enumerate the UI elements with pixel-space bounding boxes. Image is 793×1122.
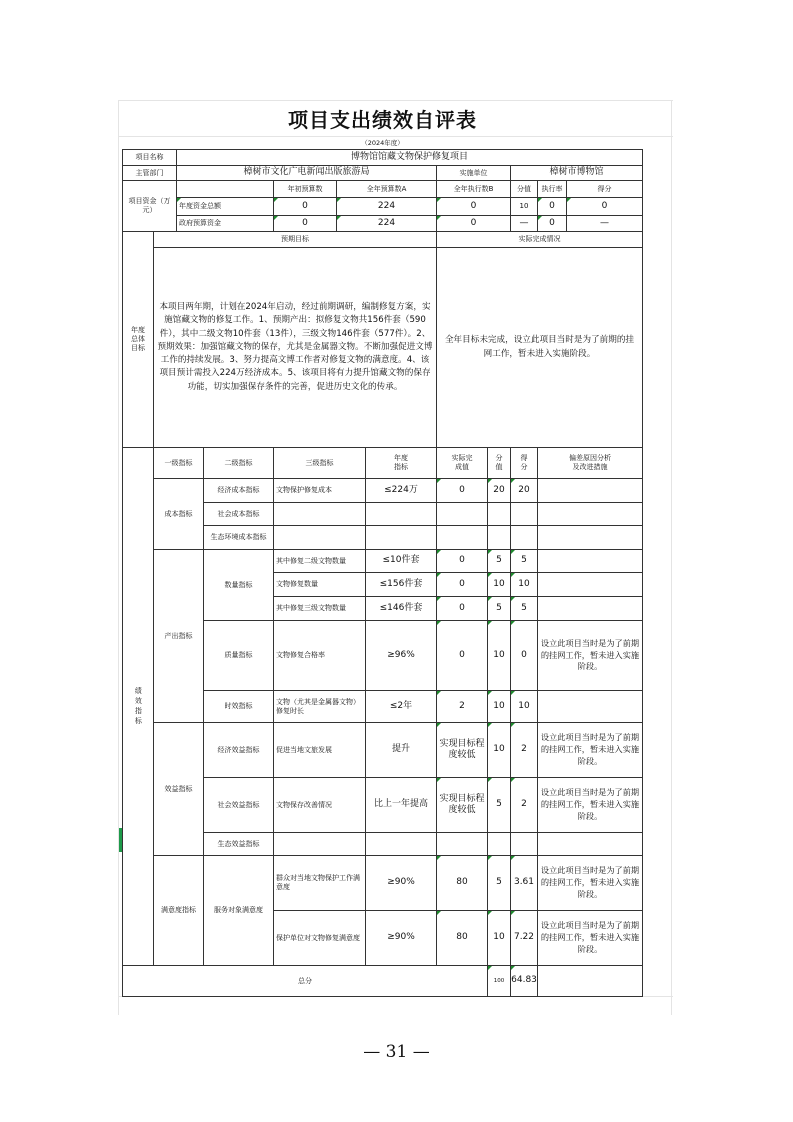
empty-cell [365, 525, 437, 550]
indicator-score: 2 [510, 722, 538, 778]
selection-marker [119, 828, 122, 852]
level2-timeliness: 时效指标 [203, 690, 274, 723]
funds-row-rate: 0 [537, 215, 567, 232]
indicator-actual: 80 [436, 910, 488, 966]
funds-row-initial: 0 [273, 215, 337, 232]
header-level3: 三级指标 [273, 447, 366, 479]
indicator-actual: 0 [436, 620, 488, 691]
indicator-weight: 5 [487, 596, 511, 621]
total-score: 64.83 [510, 965, 538, 997]
empty-cell [510, 502, 538, 526]
total-label: 总分 [122, 965, 488, 997]
indicator-target: ≥90% [365, 910, 437, 966]
level2-service-satisfaction: 服务对象满意度 [203, 855, 274, 966]
level2-eco-benefit: 生态效益指标 [203, 832, 274, 856]
gridline [118, 100, 119, 1015]
indicator-actual: 实现目标程度较低 [436, 777, 488, 833]
level2-econ-benefit: 经济效益指标 [203, 722, 274, 778]
project-name-label: 项目名称 [122, 149, 177, 166]
indicator-target: 提升 [365, 722, 437, 778]
impl-unit-value: 樟树市博物馆 [510, 165, 643, 181]
indicator-score: 10 [510, 572, 538, 597]
indicator-name: 其中修复二级文物数量 [273, 549, 366, 573]
empty-cell [365, 832, 437, 856]
level1-satisfaction: 满意度指标 [153, 855, 204, 966]
header-target: 年度指标 [365, 447, 437, 479]
header-weight: 分值 [487, 447, 511, 479]
indicator-target: ≥90% [365, 855, 437, 911]
indicator-score: 2 [510, 777, 538, 833]
funds-row-rate: 0 [537, 197, 567, 216]
indicator-actual: 0 [436, 596, 488, 621]
funds-header-blank [176, 180, 274, 198]
level2-eco-cost: 生态环境成本指标 [203, 525, 274, 550]
fiscal-year-subtitle: （2024年度） [361, 139, 404, 147]
empty-cell [537, 832, 643, 856]
indicator-weight: 10 [487, 620, 511, 691]
page-number: — 31 — [363, 1042, 430, 1062]
project-name-value: 博物馆馆藏文物保护修复项目 [176, 149, 643, 166]
dept-label: 主管部门 [122, 165, 177, 181]
indicator-actual: 0 [436, 549, 488, 573]
indicator-actual: 0 [436, 478, 488, 503]
empty-cell [537, 502, 643, 526]
empty-cell [273, 832, 366, 856]
impl-unit-label: 实施单位 [436, 165, 511, 181]
indicator-name: 其中修复三级文物数量 [273, 596, 366, 621]
funds-row-executed: 0 [436, 215, 511, 232]
indicator-note [537, 549, 643, 573]
indicator-score: 7.22 [510, 910, 538, 966]
empty-cell [436, 832, 488, 856]
page-title: 项目支出绩效自评表 [288, 107, 477, 132]
funds-row-annual: 224 [336, 215, 437, 232]
indicator-note [537, 690, 643, 723]
funds-header-score-value: 分值 [510, 180, 538, 198]
indicator-weight: 10 [487, 572, 511, 597]
funds-header-initial: 年初预算数 [273, 180, 337, 198]
indicator-target: ≤224万 [365, 478, 437, 503]
funds-header-executed: 全年执行数B [436, 180, 511, 198]
header-actual: 实际完成值 [436, 447, 488, 479]
indicator-score: 10 [510, 690, 538, 723]
indicator-weight: 5 [487, 777, 511, 833]
empty-cell [487, 832, 511, 856]
header-note: 偏差原因分析及改进措施 [537, 447, 643, 479]
empty-cell [537, 525, 643, 550]
header-score: 得分 [510, 447, 538, 479]
header-level2: 二级指标 [203, 447, 274, 479]
indicator-name: 文物保存改善情况 [273, 777, 366, 833]
empty-cell [510, 832, 538, 856]
indicator-weight: 20 [487, 478, 511, 503]
indicator-note [537, 596, 643, 621]
indicator-note: 设立此项目当时是为了前期的挂网工作，暂未进入实施阶段。 [537, 722, 643, 778]
indicator-actual: 0 [436, 572, 488, 597]
indicator-target: ≥96% [365, 620, 437, 691]
level2-econ-cost: 经济成本指标 [203, 478, 274, 503]
indicator-name: 保护单位对文物修复满意度 [273, 910, 366, 966]
indicator-weight: 5 [487, 855, 511, 911]
funds-label: 项目资金（万元） [122, 180, 177, 232]
empty-cell [436, 502, 488, 526]
level1-cost: 成本指标 [153, 478, 204, 550]
indicator-actual: 实现目标程度较低 [436, 722, 488, 778]
indicator-score: 3.61 [510, 855, 538, 911]
funds-row-name: 年度资金总额 [176, 197, 274, 216]
header-level1: 一级指标 [153, 447, 204, 479]
indicator-actual: 2 [436, 690, 488, 723]
funds-row-annual: 224 [336, 197, 437, 216]
funds-header-rate: 执行率 [537, 180, 567, 198]
level2-quantity: 数量指标 [203, 549, 274, 621]
level2-social-benefit: 社会效益指标 [203, 777, 274, 833]
funds-row-executed: 0 [436, 197, 511, 216]
empty-cell [365, 502, 437, 526]
empty-cell [510, 525, 538, 550]
indicator-note: 设立此项目当时是为了前期的挂网工作，暂未进入实施阶段。 [537, 620, 643, 691]
indicator-name: 群众对当地文物保护工作满意度 [273, 855, 366, 911]
empty-cell [436, 525, 488, 550]
indicator-note: 设立此项目当时是为了前期的挂网工作，暂未进入实施阶段。 [537, 910, 643, 966]
gridline [671, 100, 672, 1015]
total-weight: 100 [487, 965, 511, 997]
indicator-target: ≤156件套 [365, 572, 437, 597]
level1-output: 产出指标 [153, 549, 204, 723]
goals-actual-text: 全年目标未完成，设立此项目当时是为了前期的挂网工作，暂未进入实施阶段。 [436, 247, 643, 448]
indicator-name: 文物保护修复成本 [273, 478, 366, 503]
indicator-name: 促进当地文旅发展 [273, 722, 366, 778]
indicator-note [537, 572, 643, 597]
indicator-name: 文物（尤其是金属器文物）修复时长 [273, 690, 366, 723]
indicator-note: 设立此项目当时是为了前期的挂网工作，暂未进入实施阶段。 [537, 855, 643, 911]
indicator-score: 5 [510, 549, 538, 573]
indicator-score: 20 [510, 478, 538, 503]
indicator-note: 设立此项目当时是为了前期的挂网工作，暂未进入实施阶段。 [537, 777, 643, 833]
total-note [537, 965, 643, 997]
goals-expected-header: 预期目标 [153, 231, 437, 248]
funds-row-score: — [566, 215, 643, 232]
indicator-target: ≤146件套 [365, 596, 437, 621]
funds-row-name: 政府预算资金 [176, 215, 274, 232]
goals-actual-header: 实际完成情况 [436, 231, 643, 248]
funds-row-score: 0 [566, 197, 643, 216]
indicator-target: ≤10件套 [365, 549, 437, 573]
empty-cell [273, 502, 366, 526]
indicator-name: 文物修复合格率 [273, 620, 366, 691]
goals-expected-text: 本项目两年期，计划在2024年启动，经过前期调研，编制修复方案，实施馆藏文物的修复工作。1、预期产出：拟修复文物共156件套（590件），其中二级文物10件套（13件），三级文物146件套（577件）。2、预期效果：加强馆藏文物的保存，尤其是金属器文物。不断加强促进文博工作的持续发展。3、努力提高文博工作者对修复文物的满意度。4、该项目预计需投入224万经济成本。5、该项目将有力提升馆藏文物的保存功能，切实加强保存条件的完善，促进历史文化的传承。 [153, 247, 437, 448]
indicators-section-label: 绩效指标 [122, 447, 154, 966]
funds-header-score: 得分 [566, 180, 643, 198]
funds-header-annual: 全年预算数A [336, 180, 437, 198]
funds-row-score-value: — [510, 215, 538, 232]
indicator-score: 5 [510, 596, 538, 621]
level2-social-cost: 社会成本指标 [203, 502, 274, 526]
level1-benefit: 效益指标 [153, 722, 204, 856]
indicator-target: 比上一年提高 [365, 777, 437, 833]
indicator-target: ≤2年 [365, 690, 437, 723]
indicator-score: 0 [510, 620, 538, 691]
indicator-actual: 80 [436, 855, 488, 911]
indicator-note [537, 478, 643, 503]
empty-cell [487, 525, 511, 550]
funds-row-initial: 0 [273, 197, 337, 216]
indicator-name: 文物修复数量 [273, 572, 366, 597]
indicator-weight: 10 [487, 722, 511, 778]
dept-value: 樟树市文化广电新闻出版旅游局 [176, 165, 437, 181]
funds-row-score-value: 10 [510, 197, 538, 216]
indicator-weight: 5 [487, 549, 511, 573]
level2-quality: 质量指标 [203, 620, 274, 691]
goals-row-label: 年度总体目标 [122, 231, 154, 448]
indicator-weight: 10 [487, 690, 511, 723]
indicator-weight: 10 [487, 910, 511, 966]
empty-cell [487, 502, 511, 526]
empty-cell [273, 525, 366, 550]
